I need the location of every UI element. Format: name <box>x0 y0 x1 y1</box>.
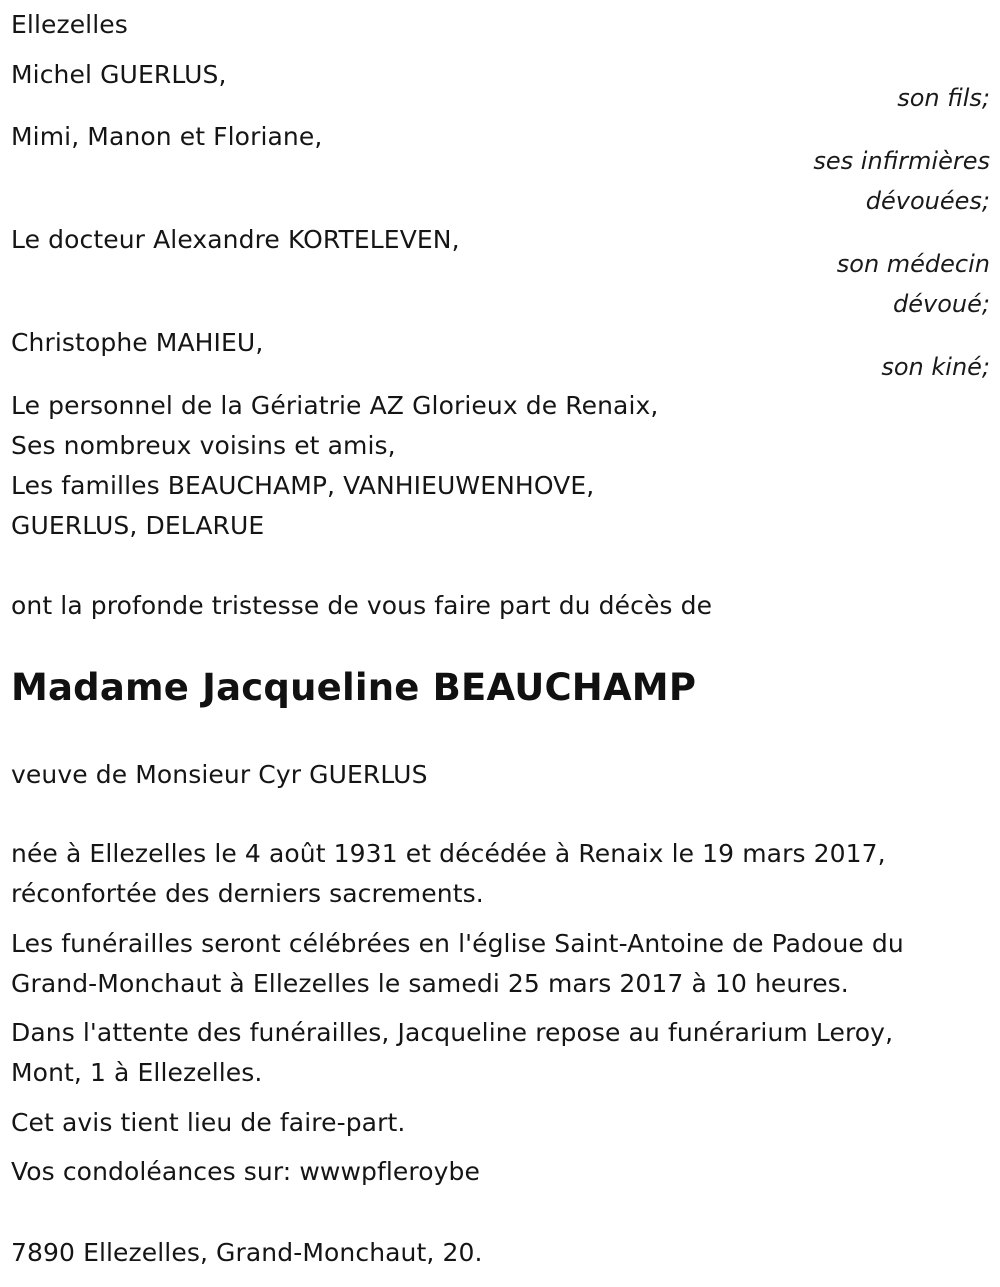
address-text: 7890 Ellezelles, Grand-Monchaut, 20. <box>11 1238 483 1267</box>
family-member-role: son fils; <box>897 84 990 112</box>
family-member-role: dévoué; <box>893 290 990 318</box>
announcement-text: ont la profonde tristesse de vous faire part du décès de <box>11 591 713 620</box>
family-member-role: dévouées; <box>865 187 990 215</box>
rest-text: Mont, 1 à Ellezelles. <box>11 1058 263 1087</box>
location-text: Ellezelles <box>11 10 128 39</box>
family-member-name: Michel GUERLUS, <box>11 60 227 89</box>
birth-death-text: réconfortée des derniers sacrements. <box>11 879 484 908</box>
mourner-line: Le personnel de la Gériatrie AZ Glorieux de Renaix, <box>11 391 659 420</box>
rest-text: Dans l'attente des funérailles, Jacqueline repose au funérarium Leroy, <box>11 1018 894 1047</box>
family-member-role: ses infirmières <box>813 147 990 175</box>
mourner-line: GUERLUS, DELARUE <box>11 511 265 540</box>
birth-death-text: née à Ellezelles le 4 août 1931 et décédée à Renaix le 19 mars 2017, <box>11 839 886 868</box>
family-member-role: son kiné; <box>881 353 990 381</box>
mourner-line: Ses nombreux voisins et amis, <box>11 431 396 460</box>
condolences-text: Vos condoléances sur: wwwpfleroybe <box>11 1157 480 1186</box>
deceased-name: Madame Jacqueline BEAUCHAMP <box>11 666 697 709</box>
funeral-text: Grand-Monchaut à Ellezelles le samedi 25 mars 2017 à 10 heures. <box>11 969 849 998</box>
family-member-name: Le docteur Alexandre KORTELEVEN, <box>11 225 460 254</box>
widow-text: veuve de Monsieur Cyr GUERLUS <box>11 760 428 789</box>
family-member-name: Christophe MAHIEU, <box>11 328 264 357</box>
family-member-role: son médecin <box>836 250 990 278</box>
notice-text: Cet avis tient lieu de faire-part. <box>11 1108 406 1137</box>
mourner-line: Les familles BEAUCHAMP, VANHIEUWENHOVE, <box>11 471 595 500</box>
funeral-text: Les funérailles seront célébrées en l'église Saint-Antoine de Padoue du <box>11 929 904 958</box>
family-member-name: Mimi, Manon et Floriane, <box>11 122 323 151</box>
